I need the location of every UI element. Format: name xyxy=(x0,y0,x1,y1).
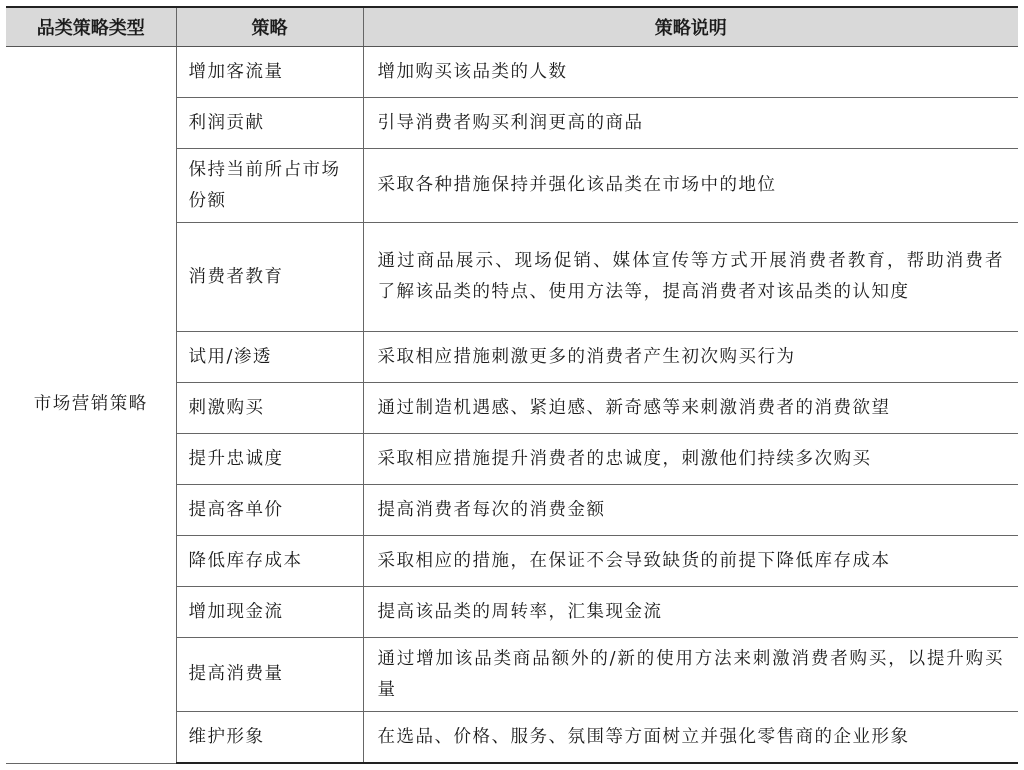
strategy-cell: 提升忠诚度 xyxy=(176,434,363,485)
table-header-row xyxy=(6,7,1018,47)
description-cell: 增加购买该品类的人数 xyxy=(363,47,1018,98)
strategy-cell: 提高消费量 xyxy=(176,638,363,712)
description-cell: 通过商品展示、现场促销、媒体宣传等方式开展消费者教育，帮助消费者了解该品类的特点、使用方法等，提高消费者对该品类的认知度 xyxy=(363,223,1018,332)
description-cell: 采取各种措施保持并强化该品类在市场中的地位 xyxy=(363,149,1018,223)
category-cell: 市场营销策略 xyxy=(6,47,176,764)
description-cell: 引导消费者购买利润更高的商品 xyxy=(363,98,1018,149)
description-cell: 通过增加该品类商品额外的/新的使用方法来刺激消费者购买，以提升购买量 xyxy=(363,638,1018,712)
strategy-cell: 增加客流量 xyxy=(176,47,363,98)
description-cell: 提高该品类的周转率，汇集现金流 xyxy=(363,587,1018,638)
header-category-type: 品类策略类型 xyxy=(6,7,176,47)
strategy-table xyxy=(6,6,1018,764)
strategy-cell: 刺激购买 xyxy=(176,383,363,434)
strategy-cell: 利润贡献 xyxy=(176,98,363,149)
strategy-cell: 维护形象 xyxy=(176,712,363,764)
description-cell: 提高消费者每次的消费金额 xyxy=(363,485,1018,536)
strategy-cell: 增加现金流 xyxy=(176,587,363,638)
strategy-cell: 保持当前所占市场份额 xyxy=(176,149,363,223)
strategy-cell: 消费者教育 xyxy=(176,223,363,332)
description-cell: 采取相应措施提升消费者的忠诚度，刺激他们持续多次购买 xyxy=(363,434,1018,485)
header-strategy: 策略 xyxy=(176,7,363,47)
description-cell: 通过制造机遇感、紧迫感、新奇感等来刺激消费者的消费欲望 xyxy=(363,383,1018,434)
description-cell: 采取相应措施刺激更多的消费者产生初次购买行为 xyxy=(363,332,1018,383)
description-cell: 采取相应的措施，在保证不会导致缺货的前提下降低库存成本 xyxy=(363,536,1018,587)
strategy-cell: 降低库存成本 xyxy=(176,536,363,587)
table-row xyxy=(6,47,1018,98)
header-strategy-description: 策略说明 xyxy=(363,7,1018,47)
strategy-cell: 提高客单价 xyxy=(176,485,363,536)
description-cell: 在选品、价格、服务、氛围等方面树立并强化零售商的企业形象 xyxy=(363,712,1018,764)
strategy-cell: 试用/渗透 xyxy=(176,332,363,383)
